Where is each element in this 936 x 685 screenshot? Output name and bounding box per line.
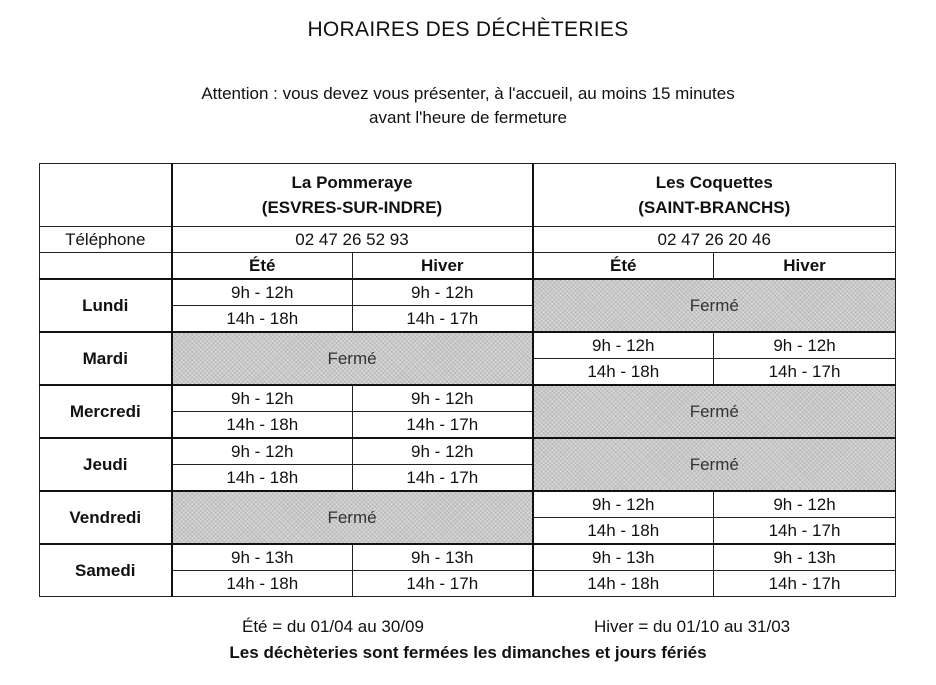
season-corner: [40, 253, 172, 280]
day-label: Mardi: [40, 332, 172, 385]
day-label: Lundi: [40, 279, 172, 332]
day-label: Mercredi: [40, 385, 172, 438]
hours-afternoon-summer: 14h - 18h: [172, 571, 353, 597]
phone-row: [40, 227, 896, 253]
hours-afternoon-winter: 14h - 17h: [714, 571, 896, 597]
hours-afternoon-summer: 14h - 18h: [172, 306, 353, 333]
legend-winter: Hiver = du 01/10 au 31/03: [594, 617, 791, 636]
hours-afternoon-winter: 14h - 17h: [353, 465, 533, 492]
site-header-pommeraye: [172, 164, 533, 227]
day-row: [40, 279, 896, 306]
day-row: [40, 332, 896, 359]
site-header-coquettes: [533, 164, 896, 227]
notice: [0, 82, 936, 130]
hours-afternoon-summer: 14h - 18h: [172, 465, 353, 492]
season-winter: Hiver: [353, 253, 533, 280]
hours-morning-winter: 9h - 12h: [714, 491, 896, 518]
season-summer: Été: [533, 253, 714, 280]
hours-afternoon-summer: 14h - 18h: [172, 412, 353, 439]
header-row: [40, 164, 896, 227]
hours-morning-summer: 9h - 12h: [172, 279, 353, 306]
phone-pommeraye: 02 47 26 52 93: [172, 227, 533, 253]
season-winter: Hiver: [714, 253, 896, 280]
corner-cell: [40, 164, 172, 227]
closed-cell: Fermé: [533, 279, 896, 332]
site-town: (SAINT-BRANCHS): [638, 198, 791, 217]
hours-morning-summer: 9h - 12h: [172, 385, 353, 412]
day-row: [40, 438, 896, 465]
hours-morning-summer: 9h - 12h: [533, 491, 714, 518]
phone-coquettes: 02 47 26 20 46: [533, 227, 896, 253]
hours-morning-winter: 9h - 12h: [714, 332, 896, 359]
season-summer: Été: [172, 253, 353, 280]
hours-afternoon-summer: 14h - 18h: [533, 518, 714, 545]
footer-note: Les déchèteries sont fermées les dimanches et jours fériés: [229, 643, 707, 662]
site-name: La Pommeraye: [291, 173, 413, 192]
hours-afternoon-summer: 14h - 18h: [533, 359, 714, 386]
site-name: Les Coquettes: [655, 173, 773, 192]
closed-cell: Fermé: [533, 438, 896, 491]
hours-morning-summer: 9h - 13h: [533, 544, 714, 571]
season-row: [40, 253, 896, 280]
day-row: [40, 544, 896, 571]
hours-afternoon-winter: 14h - 17h: [714, 518, 896, 545]
hours-morning-summer: 9h - 12h: [172, 438, 353, 465]
hours-afternoon-winter: 14h - 17h: [714, 359, 896, 386]
hours-morning-winter: 9h - 13h: [353, 544, 533, 571]
hours-afternoon-winter: 14h - 17h: [353, 571, 533, 597]
hours-morning-summer: 9h - 13h: [172, 544, 353, 571]
day-label: Samedi: [40, 544, 172, 597]
hours-morning-winter: 9h - 12h: [353, 438, 533, 465]
notice-line-1: Attention : vous devez vous présenter, à l'accueil, au moins 15 minutes: [201, 84, 735, 103]
schedule-table: [39, 163, 896, 597]
site-town: (ESVRES-SUR-INDRE): [261, 198, 443, 217]
notice-line-2: avant l'heure de fermeture: [369, 108, 567, 127]
hours-afternoon-summer: 14h - 18h: [533, 571, 714, 597]
closed-cell: Fermé: [533, 385, 896, 438]
legend-summer: Été = du 01/04 au 30/09: [242, 617, 424, 636]
hours-afternoon-winter: 14h - 17h: [353, 412, 533, 439]
day-label: Jeudi: [40, 438, 172, 491]
closed-cell: Fermé: [172, 332, 533, 385]
day-row: [40, 385, 896, 412]
hours-morning-winter: 9h - 13h: [714, 544, 896, 571]
hours-morning-winter: 9h - 12h: [353, 279, 533, 306]
day-label: Vendredi: [40, 491, 172, 544]
closed-cell: Fermé: [172, 491, 533, 544]
hours-morning-summer: 9h - 12h: [533, 332, 714, 359]
page-title: HORAIRES DES DÉCHÈTERIES: [307, 18, 629, 41]
hours-afternoon-winter: 14h - 17h: [353, 306, 533, 333]
phone-label: Téléphone: [40, 227, 172, 253]
hours-morning-winter: 9h - 12h: [353, 385, 533, 412]
day-row: [40, 491, 896, 518]
